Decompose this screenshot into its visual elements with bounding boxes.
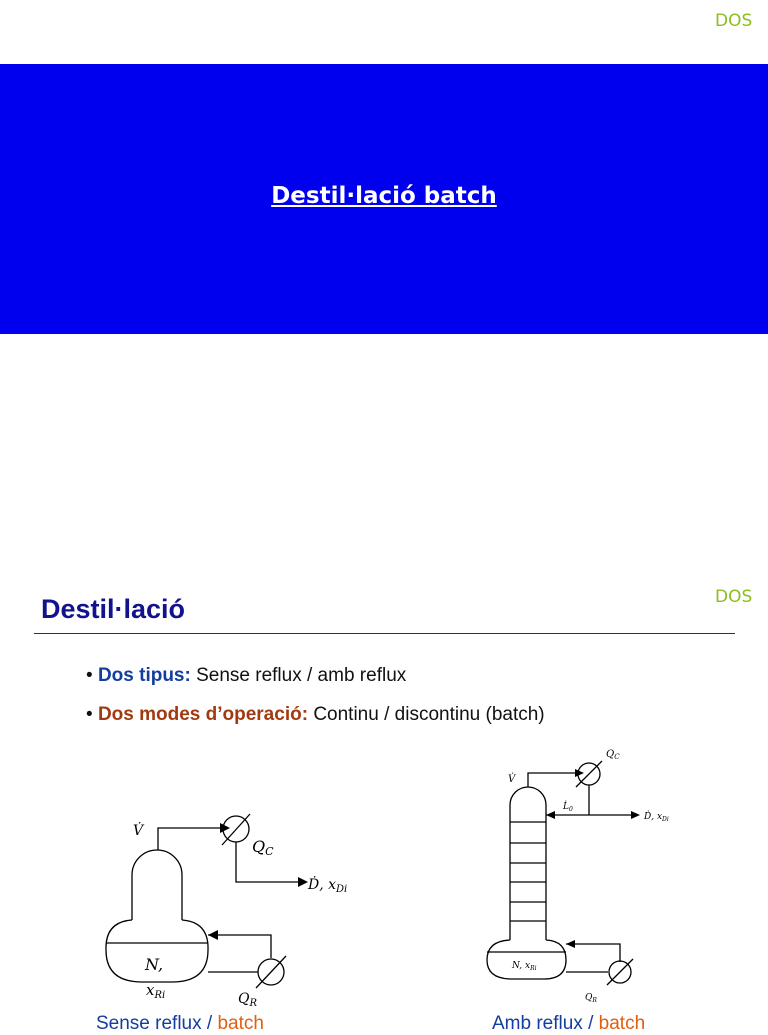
condenser-label: QC <box>252 837 274 858</box>
arrow-head <box>298 877 308 887</box>
caption-mode: batch <box>217 1013 264 1034</box>
bullet-text: Continu / discontinu (batch) <box>313 704 545 725</box>
arrow-head <box>575 769 584 777</box>
arrow-head <box>220 823 230 833</box>
distillate-label: Ḋ, $x_{Di}$ <box>644 812 669 823</box>
reboiler-label: $Q_R$ <box>238 991 258 1009</box>
reboiler-arrow <box>256 956 286 988</box>
distillate-label: Ḋ, $x_{Di}$ <box>308 877 348 895</box>
holdup-label: N, $x_{Ri}$ <box>512 961 537 972</box>
vapor-label: V̇ <box>508 774 516 785</box>
vapor-line <box>158 828 222 850</box>
composition-label: $x_{Ri}$ <box>146 981 166 1001</box>
vapor-label: V̇ <box>133 823 144 839</box>
holdup-label: N, <box>145 955 164 974</box>
title-divider <box>34 633 735 634</box>
dos-logo: DOS <box>715 11 753 31</box>
vapor-line <box>528 773 578 787</box>
arrow-head <box>546 811 555 819</box>
caption-mode: batch <box>598 1013 646 1034</box>
reboiler-label: $Q_R$ <box>585 993 597 1004</box>
reboiler-arrow <box>607 959 633 985</box>
caption-left <box>96 1013 264 1035</box>
caption-separator: / <box>582 1013 599 1034</box>
caption-type: Amb reflux <box>492 1013 583 1034</box>
arrow-head <box>208 930 218 940</box>
arrow-head <box>566 940 575 948</box>
dos-logo: DOS <box>715 587 753 607</box>
section-title: Destil·lació <box>41 594 186 624</box>
distillation-diagrams <box>0 740 768 1024</box>
reflux-label: $L̇_0$ <box>563 802 573 813</box>
bullet-key: Dos tipus: <box>97 665 191 686</box>
bullet-types: • Dos tipus: Sense reflux / amb reflux <box>86 665 407 686</box>
caption-separator: / <box>201 1013 218 1034</box>
bullet-text: Sense reflux / amb reflux <box>196 665 407 686</box>
arrow-head <box>631 811 640 819</box>
column-neck <box>132 850 182 920</box>
bullet-key: Dos modes d’operació: <box>97 704 309 725</box>
caption-type: Sense reflux <box>96 1013 202 1034</box>
caption-right <box>492 1013 645 1035</box>
still-pot <box>487 940 566 979</box>
slide-title: Destil·lació batch <box>271 183 497 209</box>
condenser-label: $Q_C$ <box>606 749 620 761</box>
bullet-modes: • Dos modes d’operació: Continu / discontinu (batch) <box>86 704 545 725</box>
